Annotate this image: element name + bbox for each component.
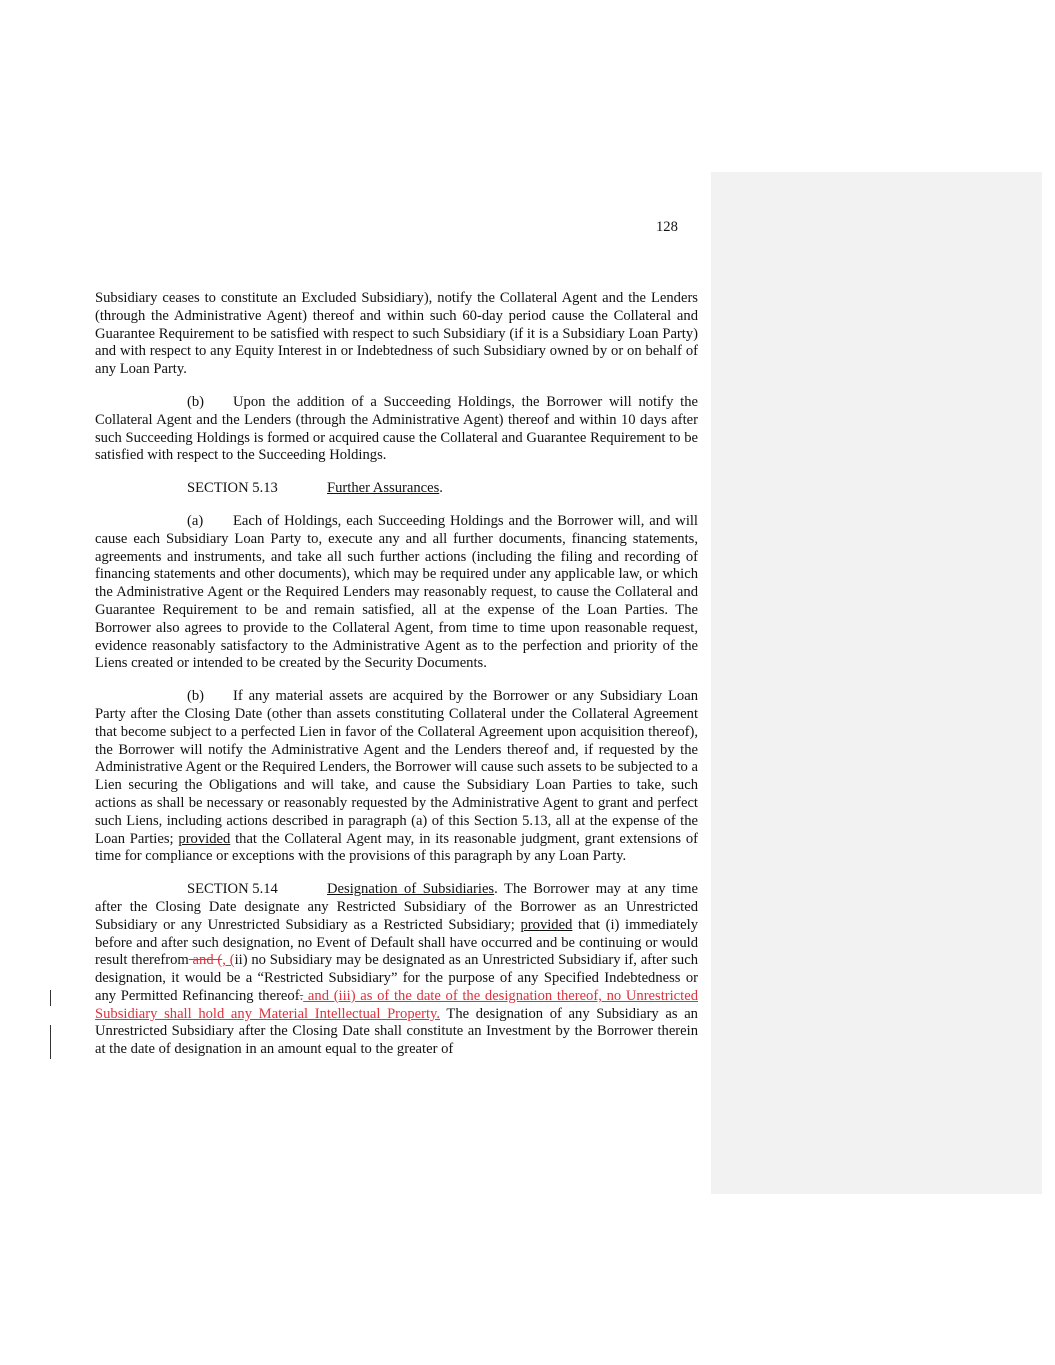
document-body [95, 290, 698, 1074]
deleted-text: and ( [188, 952, 223, 969]
inserted-text: and (iii) as of the date of the designation thereof, no Unrestricted Subsidiary shall hold any Material Intellectual Property. [95, 987, 698, 1022]
section-number: SECTION 5.14 [187, 881, 278, 898]
paragraph-text: The designation of any Subsidiary as an Unrestricted Subsidiary after the Closing Date shall constitute an Investment by the Borrower therein at the date of designation in an amount equal to the greater of [95, 1005, 698, 1058]
paragraph-text: that (i) immediately before and after such designation, no Event of Default shall have occurred and be continuing or would result therefrom [95, 916, 698, 969]
defined-term: provided [178, 830, 231, 847]
paragraph-label: (b) [187, 393, 205, 410]
paragraph [95, 513, 698, 673]
section-heading [95, 480, 698, 498]
paragraph-text: ii) no Subsidiary may be designated as an Unrestricted Subsidiary if, after such designation, it would be a “Restricted Subsidiary” for the purpose of any Specified Indebtedness or any Permitted Refinancing thereof [95, 952, 698, 1004]
paragraph-text: that the Collateral Agent may, in its reasonable judgment, grant extensions of time for compliance or exceptions with the provisions of this paragraph by any Loan Party. [95, 830, 699, 865]
punctuation: . [439, 480, 443, 497]
paragraph [95, 881, 698, 1059]
section-title: Designation of Subsidiaries [327, 881, 495, 898]
paragraph-text: Each of Holdings, each Succeeding Holdings and the Borrower will, and will cause each Subsidiary Loan Party to, execute any and all further documents, financing statements, agreements and instruments, and take all such further actions (including the filing and recording of financing statements and other documents), which may be required under any applicable law, or which the Administrative Agent or the Required Lenders may reasonably request, to cause the Collateral and Guarantee Requirement to be and remain satisfied, all at the expense of the Loan Parties. The Borrower also agrees to provide to the Collateral Agent, from time to time upon reasonable request, evidence reasonably satisfactory to the Administrative Agent as to the perfection and priority of the Liens created or intended to be created by the Security Documents. [95, 512, 698, 672]
section-title: Further Assurances [327, 480, 440, 497]
inserted-text: , ( [222, 952, 235, 969]
paragraph-label: (b) [187, 688, 205, 705]
paragraph-label: (a) [187, 512, 204, 529]
paragraph-text: If any material assets are acquired by the Borrower or any Subsidiary Loan Party after the Closing Date (other than assets constituting Collateral under the Collateral Agreement that become subject to a perfected Lien in favor of the Collateral Agreement upon acquisition thereof), the Borrower will notify the Administrative Agent and the Lenders thereof and, if requested by the Administrative Agent or the Required Lenders, the Borrower will cause such assets to be subjected to a Lien securing the Obligations and will take, and cause the Subsidiary Loan Parties to take, such actions as shall be necessary or reasonably requested by the Administrative Agent to grant and perfect such Liens, including actions described in paragraph (a) of this Section 5.13, all at the expense of the Loan Parties; [95, 688, 698, 847]
section-number: SECTION 5.13 [187, 480, 278, 497]
paragraph [95, 394, 698, 465]
paragraph-text: Upon the addition of a Succeeding Holdings, the Borrower will notify the Collateral Agent and the Lenders (through the Administrative Agent) thereof and within 10 days after such Succeeding Holdings is formed or acquired cause the Collateral and Guarantee Requirement to be satisfied with respect to the Succeeding Holdings. [95, 393, 698, 464]
paragraph-text: Subsidiary ceases to constitute an Excluded Subsidiary), notify the Collateral Agent and the Lenders (through the Administrative Agent) thereof and within such 60-day period cause the Collateral and Guarantee Requirement to be satisfied with respect to such Subsidiary (if it is a Subsidiary Loan Party) and with respect to any Equity Interest in or Indebtedness of such Subsidiary owned by or on behalf of any Loan Party. [95, 290, 698, 378]
paragraph [95, 688, 698, 866]
change-bar [50, 1025, 51, 1059]
change-bar [50, 990, 51, 1006]
paragraph [95, 290, 698, 379]
paragraph-text: . The Borrower may at any time after the Closing Date designate any Restricted Subsidiary of the Borrower as an Unrestricted Subsidiary or any Unrestricted Subsidiary as a Restricted Subsidiary; [95, 881, 698, 933]
comment-pane [711, 172, 1042, 1194]
page-number: 128 [656, 219, 678, 235]
deleted-text: . [299, 987, 304, 1004]
defined-term: provided [520, 916, 573, 933]
